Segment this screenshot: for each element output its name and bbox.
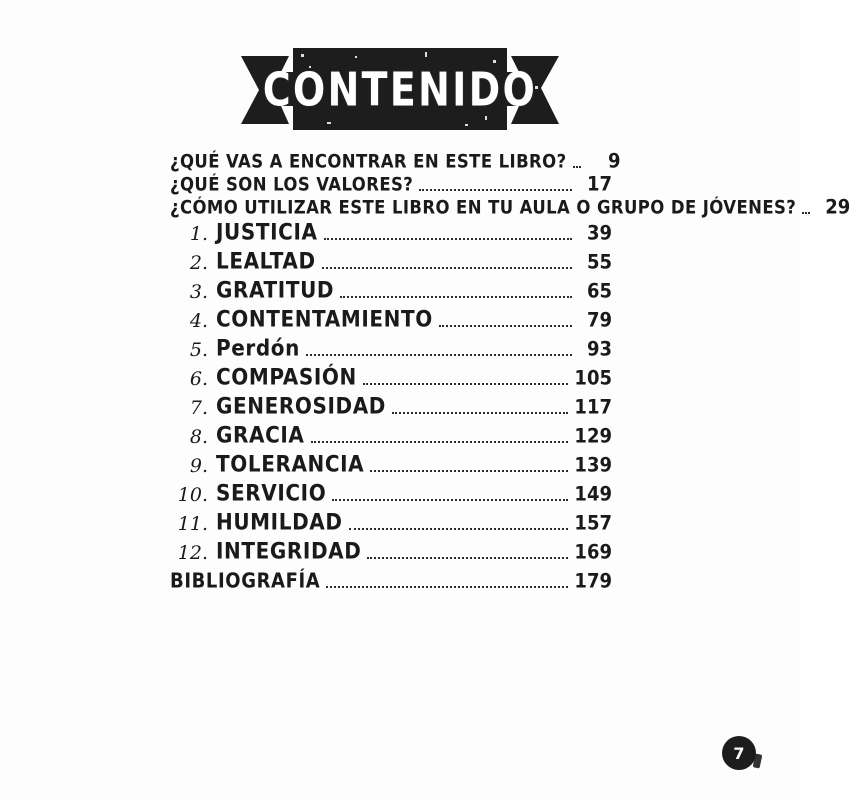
toc-entry-front-0[interactable] [170, 149, 621, 173]
toc-entry-chapter-2[interactable] [170, 247, 612, 274]
toc-entry-number: 8. [189, 426, 208, 448]
toc-entry-number: 1. [189, 223, 208, 245]
toc-dot-leader [340, 295, 572, 298]
toc-entry-number: 7. [189, 397, 208, 419]
toc-dot-leader [349, 527, 569, 530]
toc-entry-chapter-6[interactable] [170, 363, 612, 390]
banner-shape [235, 42, 565, 134]
toc-dot-leader [802, 211, 810, 214]
toc-entry-front-1[interactable] [170, 172, 612, 196]
toc-entry-label: ¿QUÉ SON LOS VALORES? [170, 173, 414, 195]
toc-entry-number: 4. [189, 310, 208, 332]
toc-dot-leader [573, 165, 581, 168]
toc-entry-bibliography[interactable] [170, 569, 612, 593]
toc-entry-chapter-3[interactable] [170, 276, 612, 303]
toc-entry-chapter-5[interactable] [170, 334, 612, 361]
toc-entry-label: GRATITUD [216, 276, 335, 303]
toc-dot-leader [439, 324, 572, 327]
toc-entry-label: COMPASIÓN [216, 363, 357, 390]
toc-entry-number: 5. [189, 339, 208, 361]
toc-entry-chapter-9[interactable] [170, 450, 612, 477]
toc-entry-page: 105 [574, 366, 612, 390]
table-of-contents [170, 149, 850, 595]
toc-entry-label: TOLERANCIA [216, 450, 365, 477]
toc-entry-label: JUSTICIA [216, 218, 318, 245]
toc-dot-leader [370, 469, 568, 472]
toc-entry-page: 93 [586, 337, 612, 361]
toc-entry-chapter-7[interactable] [170, 392, 612, 419]
toc-entry-label: GENEROSIDAD [216, 392, 387, 419]
toc-entry-label: Perdón [216, 334, 300, 361]
toc-entry-page: 169 [574, 540, 612, 564]
toc-entry-number: 11. [177, 513, 208, 535]
toc-entry-label: INTEGRIDAD [216, 537, 362, 564]
toc-entry-number: 2. [189, 252, 208, 274]
toc-entry-number: 12. [177, 542, 208, 564]
toc-entry-label: HUMILDAD [216, 508, 343, 535]
toc-entry-label: LEALTAD [216, 247, 316, 274]
contenido-banner [0, 42, 800, 134]
toc-entry-page: 117 [574, 395, 612, 419]
toc-entry-page: 129 [574, 424, 612, 448]
toc-entry-page: 55 [586, 250, 612, 274]
toc-entry-label: GRACIA [216, 421, 305, 448]
toc-dot-leader [326, 585, 568, 588]
toc-entry-label: ¿CÓMO UTILIZAR ESTE LIBRO EN TU AULA O GRUPO DE JÓVENES? [170, 196, 797, 218]
toc-entry-number: 3. [189, 281, 208, 303]
toc-dot-leader [311, 440, 569, 443]
toc-entry-page: 39 [586, 221, 612, 245]
toc-entry-page: 65 [586, 279, 612, 303]
toc-entry-chapter-1[interactable] [170, 218, 612, 245]
toc-entry-label: SERVICIO [216, 479, 327, 506]
toc-entry-page: 157 [574, 511, 612, 535]
toc-entry-page: 179 [574, 569, 612, 593]
toc-dot-leader [306, 353, 572, 356]
toc-dot-leader [419, 188, 572, 191]
toc-entry-chapter-8[interactable] [170, 421, 612, 448]
toc-entry-page: 9 [608, 149, 621, 173]
toc-entry-page: 149 [574, 482, 612, 506]
toc-entry-page: 139 [574, 453, 612, 477]
toc-dot-leader [367, 556, 568, 559]
toc-entry-page: 29 [825, 195, 850, 219]
toc-dot-leader [322, 266, 572, 269]
toc-entry-chapter-10[interactable] [170, 479, 612, 506]
toc-entry-label: ¿QUÉ VAS A ENCONTRAR EN ESTE LIBRO? [170, 150, 567, 172]
page-number-badge [722, 736, 756, 770]
page-number: 7 [733, 743, 745, 763]
toc-entry-page: 79 [586, 308, 612, 332]
toc-entry-page: 17 [586, 172, 612, 196]
toc-dot-leader [392, 411, 568, 414]
toc-entry-number: 10. [177, 484, 208, 506]
toc-entry-chapter-4[interactable] [170, 305, 612, 332]
toc-entry-label: CONTENTAMIENTO [216, 305, 433, 332]
toc-dot-leader [363, 382, 569, 385]
toc-entry-front-2[interactable] [170, 195, 850, 219]
toc-entry-number: 9. [189, 455, 208, 477]
toc-dot-leader [332, 498, 568, 501]
toc-entry-chapter-12[interactable] [170, 537, 612, 564]
toc-entry-number: 6. [189, 368, 208, 390]
toc-entry-label: BIBLIOGRAFÍA [170, 569, 321, 593]
toc-entry-chapter-11[interactable] [170, 508, 612, 535]
banner-title: CONTENIDO [262, 64, 538, 118]
toc-dot-leader [324, 237, 572, 240]
